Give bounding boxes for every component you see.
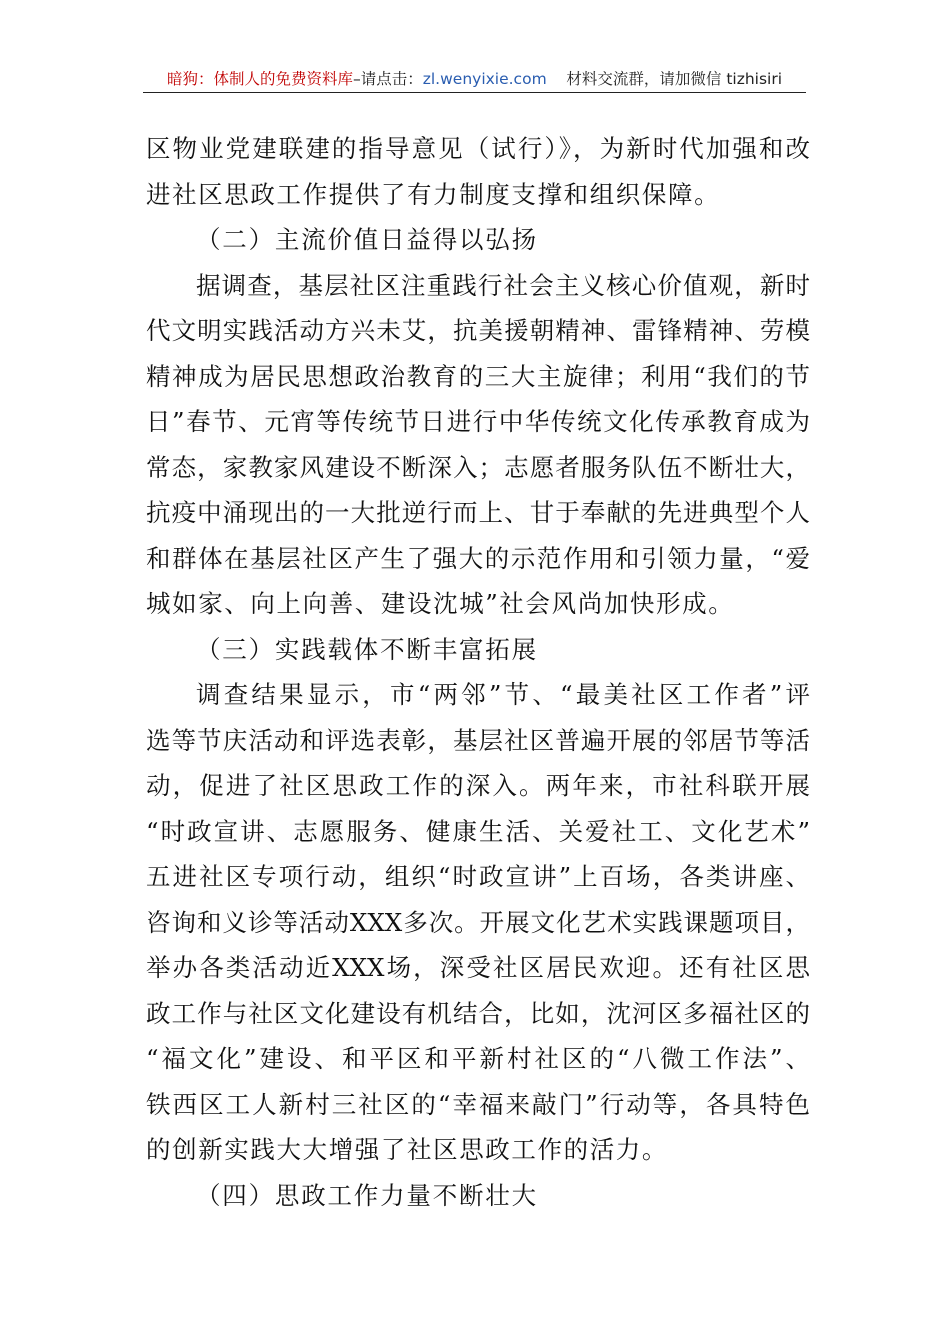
header-prompt: –请点击： (352, 70, 423, 88)
header-brand: 暗狗：体制人的免费资料库 (166, 70, 353, 88)
header-url-link[interactable]: zl.wenyixie.com (422, 70, 547, 88)
paragraph-line: 动，促进了社区思政工作的深入。两年来，市社科联开展 (146, 771, 810, 800)
paragraph-line: “福文化”建设、和平区和平新村社区的“八微工作法”、 (146, 1044, 810, 1073)
paragraph-line: 政工作与社区文化建设有机结合，比如，沈河区多福社区的 (146, 998, 810, 1028)
paragraph-line: 抗疫中涌现出的一大批逆行而上、甘于奉献的先进典型个人 (146, 498, 810, 527)
section-heading: （三）实践载体不断丰富拓展 (196, 634, 538, 664)
paragraph-line: 区物业党建联建的指导意见（试行）》，为新时代加强和改 (146, 134, 810, 163)
paragraph-line: 的创新实践大大增强了社区思政工作的活力。 (146, 1135, 668, 1164)
paragraph-line: 咨询和义诊等活动XXX多次。开展文化艺术实践课题项目， (146, 907, 810, 937)
paragraph-line: 代文明实践活动方兴未艾，抗美援朝精神、雷锋精神、劳模 (146, 316, 810, 345)
header-contact: 材料交流群，请加微信 tizhisiri (566, 70, 783, 88)
paragraph-line: 精神成为居民思想政治教育的三大主旋律；利用“我们的节 (146, 361, 810, 391)
paragraph-line: 进社区思政工作提供了有力制度支撑和组织保障。 (146, 179, 721, 209)
paragraph-line: 城如家、向上向善、建设沈城”社会风尚加快形成。 (146, 589, 735, 618)
paragraph-line: 选等节庆活动和评选表彰，基层社区普遍开展的邻居节等活 (146, 725, 810, 755)
paragraph-line: 据调查，基层社区注重践行社会主义核心价值观，新时 (196, 270, 810, 300)
paragraph-line: 和群体在基层社区产生了强大的示范作用和引领力量，“爱 (146, 543, 810, 573)
page-header (143, 66, 806, 93)
paragraph-line: “时政宣讲、志愿服务、健康生活、关爱社工、文化艺术” (146, 816, 810, 846)
paragraph-line: 常态，家教家风建设不断深入；志愿者服务队伍不断壮大， (146, 452, 810, 482)
section-heading: （二）主流价值日益得以弘扬 (196, 225, 538, 254)
paragraph-line: 调查结果显示，市“两邻”节、“最美社区工作者”评 (196, 680, 810, 709)
paragraph-line: 铁西区工人新村三社区的“幸福来敲门”行动等，各具特色 (146, 1089, 810, 1119)
paragraph-line: 举办各类活动近XXX场，深受社区居民欢迎。还有社区思 (146, 953, 810, 982)
document-body (146, 126, 810, 1218)
paragraph-line: 日”春节、元宵等传统节日进行中华传统文化传承教育成为 (146, 407, 810, 436)
paragraph-line: 五进社区专项行动，组织“时政宣讲”上百场，各类讲座、 (146, 862, 810, 891)
section-heading: （四）思政工作力量不断壮大 (196, 1180, 538, 1210)
